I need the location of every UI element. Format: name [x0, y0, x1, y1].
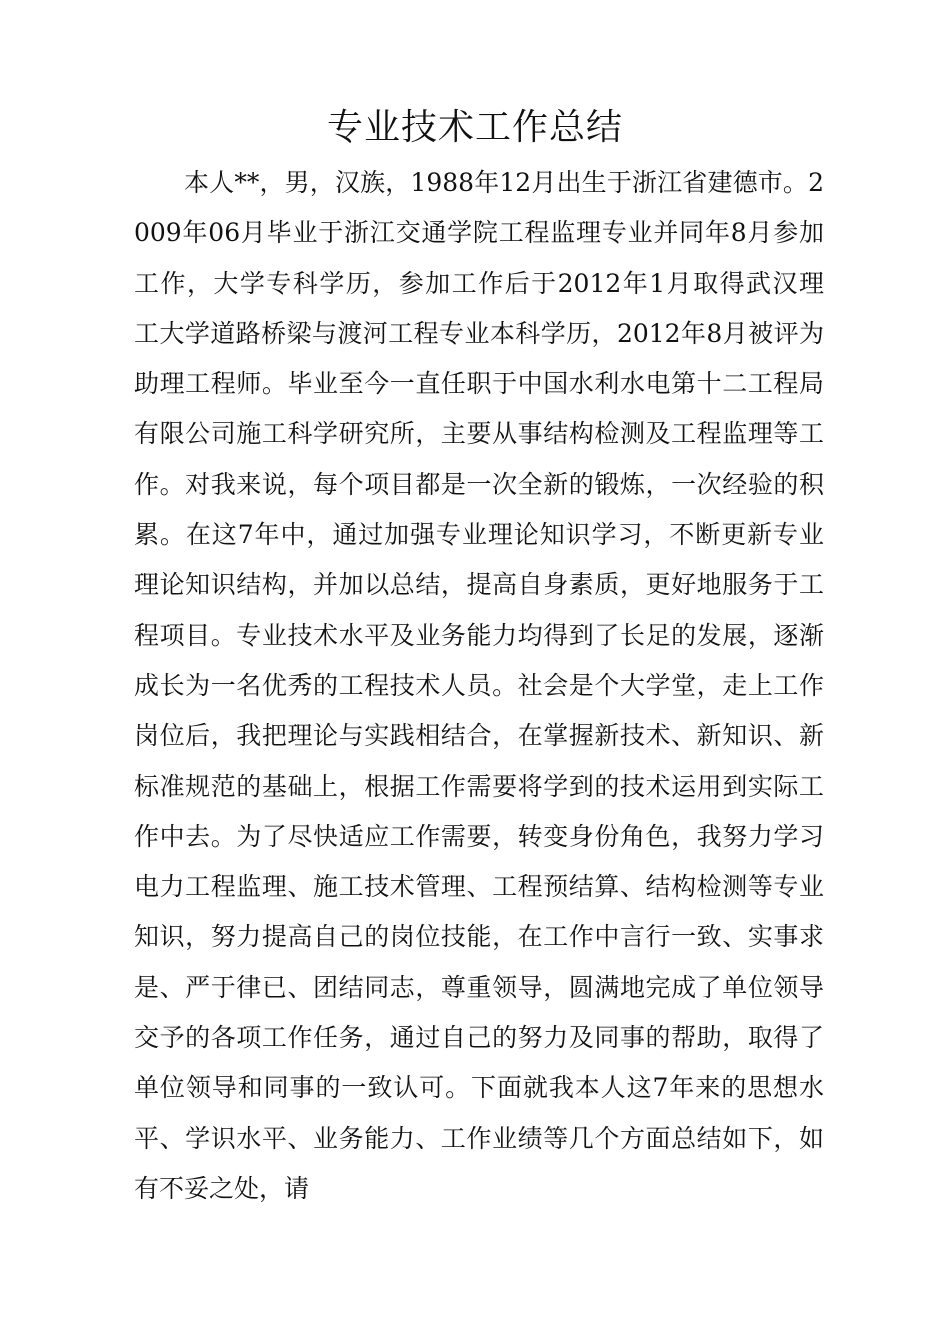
- paragraph-line: 累。在这7年中，通过加强专业理论知识学习，不断更新专业: [134, 520, 824, 550]
- paragraph-line: 009年06月毕业于浙江交通学院工程监理专业并同年8月参加: [134, 218, 824, 248]
- paragraph-line: 电力工程监理、施工技术管理、工程预结算、结构检测等专业: [134, 872, 824, 902]
- paragraph-line: 有限公司施工科学研究所，主要从事结构检测及工程监理等工: [134, 419, 824, 449]
- body-paragraph: [134, 158, 824, 1214]
- paragraph-line: 理论知识结构，并加以总结，提高自身素质，更好地服务于工: [134, 570, 824, 600]
- paragraph-line: 有不妥之处，请: [134, 1173, 310, 1203]
- paragraph-line: 标准规范的基础上，根据工作需要将学到的技术运用到实际工: [134, 771, 824, 801]
- paragraph-line: 本人**，男，汉族，1988年12月出生于浙江省建德市。2: [184, 168, 824, 197]
- paragraph-line: 助理工程师。毕业至今一直任职于中国水利水电第十二工程局: [134, 369, 824, 399]
- paragraph-line: 程项目。专业技术水平及业务能力均得到了长足的发展，逐渐: [134, 620, 824, 650]
- paragraph-line: 是、严于律已、团结同志，尊重领导，圆满地完成了单位领导: [134, 972, 824, 1002]
- paragraph-line: 工大学道路桥梁与渡河工程专业本科学历，2012年8月被评为: [134, 318, 824, 348]
- document-title: 专业技术工作总结: [326, 107, 623, 148]
- paragraph-line: 作中去。为了尽快适应工作需要，转变身份角色，我努力学习: [134, 821, 824, 851]
- paragraph-line: 交予的各项工作任务，通过自己的努力及同事的帮助，取得了: [134, 1023, 824, 1053]
- paragraph-line: 工作，大学专科学历，参加工作后于2012年1月取得武汉理: [134, 268, 824, 298]
- paragraph-line: 单位领导和同事的一致认可。下面就我本人这7年来的思想水: [134, 1073, 824, 1103]
- paragraph-line: 作。对我来说，每个项目都是一次全新的锻炼，一次经验的积: [134, 469, 824, 499]
- paragraph-line: 平、学识水平、业务能力、工作业绩等几个方面总结如下，如: [134, 1123, 824, 1153]
- paragraph-line: 知识，努力提高自己的岗位技能，在工作中言行一致、实事求: [134, 922, 824, 952]
- paragraph-line: 岗位后，我把理论与实践相结合，在掌握新技术、新知识、新: [134, 721, 824, 751]
- paragraph-line: 成长为一名优秀的工程技术人员。社会是个大学堂，走上工作: [134, 670, 824, 700]
